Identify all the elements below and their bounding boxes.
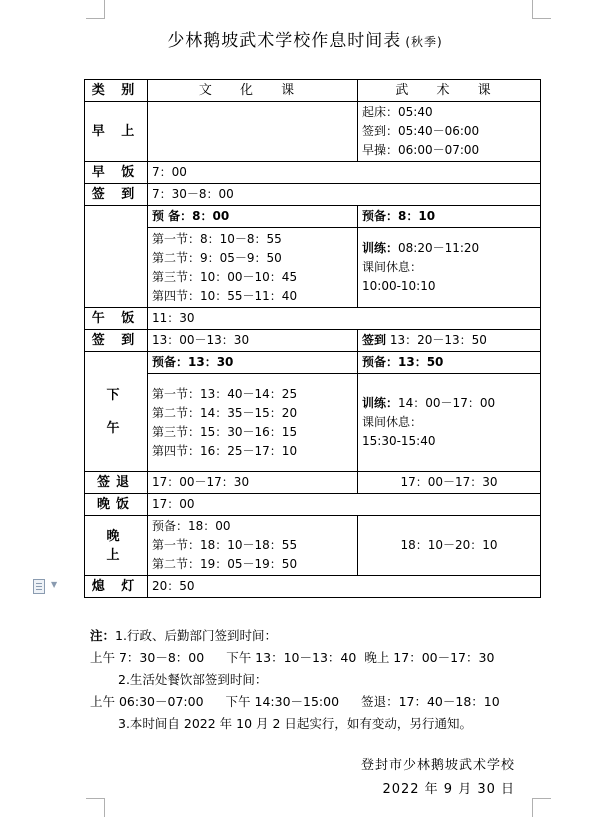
row-label-am-classes — [85, 206, 148, 308]
table-row — [85, 494, 541, 516]
cell-signout-culture: 17：00－17：30 — [148, 472, 358, 494]
row-label-signout: 签退 — [85, 472, 148, 494]
list-item: 签到：05:40－06:00 — [362, 124, 480, 138]
cell-am-culture-periods — [148, 228, 358, 308]
list-item — [362, 394, 536, 413]
list-item: 第二节：14：35－15：20 — [152, 405, 298, 420]
row-label-breakfast: 早 饭 — [85, 162, 148, 184]
break-time: 10:00-10:10 — [362, 279, 436, 293]
cell-checkin-am: 7：30－8：00 — [148, 184, 541, 206]
table-row — [85, 184, 541, 206]
page-corner-mark-top-right — [532, 0, 551, 19]
cell-pm-culture-periods — [148, 374, 358, 472]
afternoon-label-2: 午 — [106, 420, 126, 436]
cell-checkin-pm-culture: 13：00－13：30 — [148, 330, 358, 352]
table-row — [85, 102, 541, 162]
training-time: 14：00－17：00 — [398, 396, 496, 410]
note-line — [90, 691, 500, 713]
list-item: 第一节：8：10－8：55 — [152, 231, 282, 246]
cell-signout-martial: 17：00－17：30 — [358, 472, 541, 494]
table-row — [85, 472, 541, 494]
cell-am-culture-prep: 预 备：8：00 — [148, 206, 358, 228]
break-label: 课间休息： — [362, 415, 423, 429]
notes-section — [90, 625, 500, 735]
cell-evening-martial: 18：10－20：10 — [358, 516, 541, 576]
table-row — [85, 576, 541, 598]
row-label-checkin-pm: 签 到 — [85, 330, 148, 352]
note-text: 晚上 17：00－17：30 — [364, 650, 495, 665]
cell-checkin-pm-martial — [358, 330, 541, 352]
list-item: 第三节：10：00－10：45 — [152, 269, 298, 284]
row-label-lunch: 午 饭 — [85, 308, 148, 330]
note-line — [90, 713, 500, 735]
list-item: 第二节：19：05－19：50 — [152, 557, 298, 571]
cell-pm-martial-prep: 预备：13：50 — [358, 352, 541, 374]
cell-morning-martial — [358, 102, 541, 162]
title-season: (秋季) — [405, 35, 443, 49]
row-label-morning: 早 上 — [85, 102, 148, 162]
cell-breakfast: 7：00 — [148, 162, 541, 184]
break-time: 15:30-15:40 — [362, 434, 436, 448]
break-label: 课间休息： — [362, 260, 423, 274]
row-label-evening — [85, 516, 148, 576]
schedule-table — [84, 79, 541, 598]
training-label: 训练： — [362, 396, 399, 410]
page-corner-mark-top-left — [86, 0, 105, 19]
title-text: 少林鹅坡武术学校作息时间表 — [167, 31, 402, 51]
list-item — [362, 239, 536, 258]
header-category: 类 别 — [85, 80, 148, 102]
signature-date: 2022 年 9 月 30 日 — [382, 782, 515, 797]
table-row — [85, 352, 541, 374]
notes-prefix: 注： — [90, 628, 116, 643]
note-line — [90, 625, 500, 647]
training-time: 08:20－11:20 — [398, 241, 480, 255]
cell-am-martial-training — [358, 228, 541, 308]
cell-lights-out: 20：50 — [148, 576, 541, 598]
list-item: 预备：18：00 — [152, 519, 231, 533]
afternoon-label-1: 下 — [106, 387, 126, 403]
list-item: 第一节：18：10－18：55 — [152, 538, 298, 552]
list-item: 第四节：10：55－11：40 — [152, 288, 298, 303]
row-label-dinner: 晚饭 — [85, 494, 148, 516]
note-text: 下午 13：10－13：40 — [226, 650, 357, 665]
note-text: 2.生活处餐饮部签到时间： — [118, 672, 268, 687]
cell-dinner: 17：00 — [148, 494, 541, 516]
note-text: 下午 14:30－15:00 — [225, 694, 340, 709]
cell-pm-martial-training — [358, 374, 541, 472]
table-row — [85, 308, 541, 330]
table-row — [85, 206, 541, 228]
evening-label-1: 晚 — [106, 528, 126, 544]
table-row — [85, 228, 541, 308]
header-martial: 武 术 课 — [358, 80, 541, 102]
page-corner-mark-bottom-right — [532, 798, 551, 817]
table-row — [85, 80, 541, 102]
note-line — [90, 669, 500, 691]
cell-am-martial-prep: 预备：8：10 — [358, 206, 541, 228]
checkin-time: 13：20－13：50 — [389, 333, 487, 347]
cell-morning-culture — [148, 102, 358, 162]
cell-pm-culture-prep: 预备：13：30 — [148, 352, 358, 374]
note-text: 上午 06:30－07:00 — [90, 694, 204, 709]
row-label-lights-out: 熄 灯 — [85, 576, 148, 598]
note-text: 3.本时间自 2022 年 10 月 2 日起实行，如有变动，另行通知。 — [118, 716, 472, 731]
training-label: 训练： — [362, 241, 399, 255]
table-row — [85, 162, 541, 184]
list-item: 起床：05:40 — [362, 105, 433, 119]
header-culture: 文 化 课 — [148, 80, 358, 102]
table-row — [85, 516, 541, 576]
note-text: 签退：17：40－18：10 — [361, 694, 500, 709]
list-item: 早操：06:00－07:00 — [362, 143, 480, 157]
row-label-afternoon — [85, 352, 148, 472]
list-item: 第三节：15：30－16：15 — [152, 424, 298, 439]
caret-down-icon[interactable]: ▼ — [51, 580, 58, 589]
note-line — [90, 647, 500, 669]
page-corner-mark-bottom-left — [86, 798, 105, 817]
cell-lunch: 11：30 — [148, 308, 541, 330]
cell-evening-culture — [148, 516, 358, 576]
document-icon[interactable] — [33, 579, 45, 593]
list-item: 第四节：16：25－17：10 — [152, 443, 298, 458]
table-row — [85, 374, 541, 472]
note-text: 上午 7：30－8：00 — [90, 650, 205, 665]
signature-school: 登封市少林鹅坡武术学校 — [360, 758, 515, 773]
table-row — [85, 330, 541, 352]
signature-block — [361, 754, 515, 802]
row-label-checkin-am: 签 到 — [85, 184, 148, 206]
list-item: 第二节：9：05－9：50 — [152, 250, 282, 265]
note-text: 1.行政、后勤部门签到时间： — [115, 628, 277, 643]
list-item: 第一节：13：40－14：25 — [152, 386, 298, 401]
document-title — [0, 26, 610, 51]
evening-label-2: 上 — [106, 547, 126, 563]
checkin-label: 签到 — [362, 333, 387, 347]
